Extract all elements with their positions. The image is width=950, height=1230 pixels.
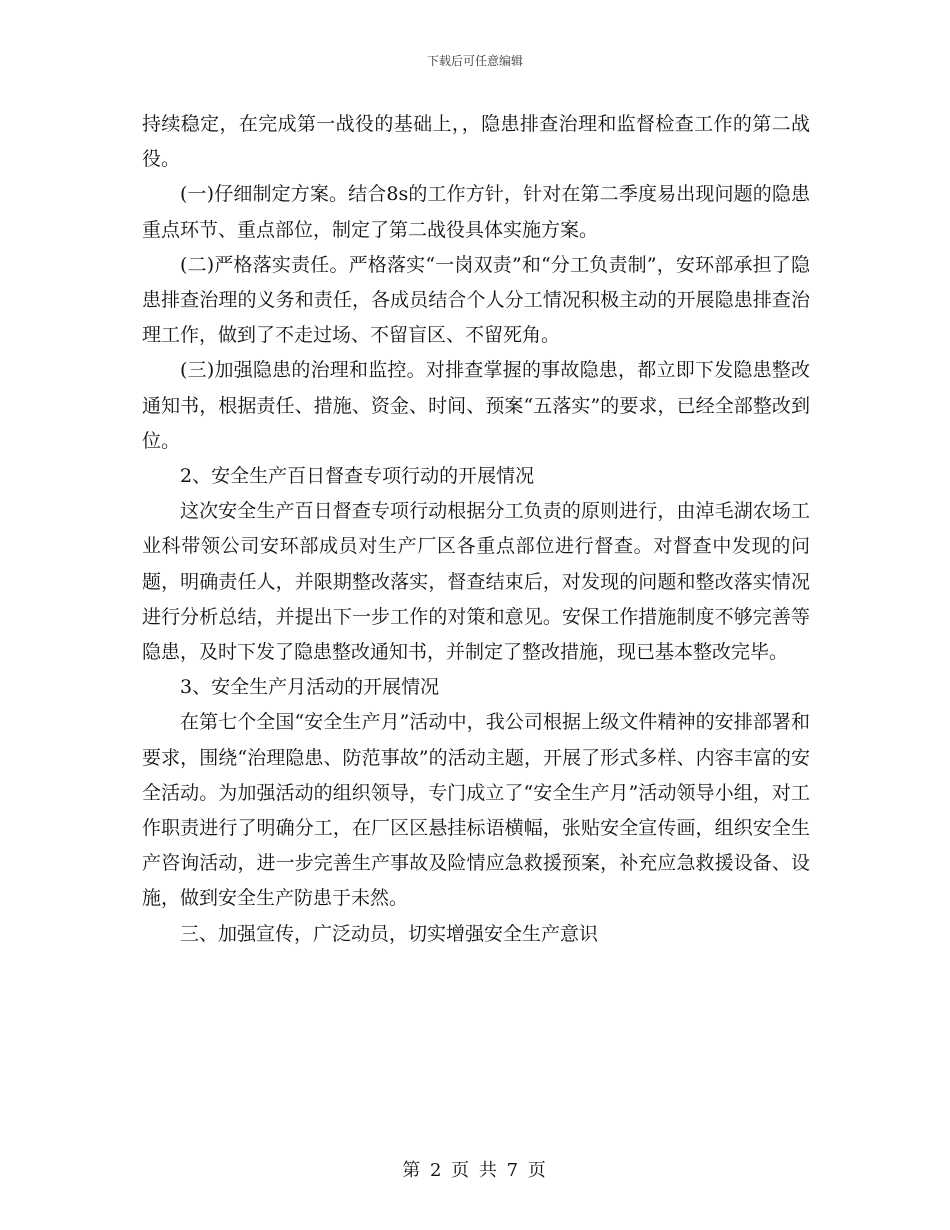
section-heading-3: 3、安全生产月活动的开展情况 bbox=[180, 676, 440, 699]
paragraph-2: (一)仔细制定方案。结合8s的工作方针，针对在第二季度易出现问题的隐患重点环节、重点部位，制定了第二战役具体实施方案。 bbox=[142, 183, 810, 241]
paragraph-3: (二)严格落实责任。严格落实“一岗双责”和“分工负责制”，安环部承担了隐患排查治理的义务和责任，各成员结合个人分工情况积极主动的开展隐患排查治理工作，做到了不走过场、不留盲区、不留死角。 bbox=[142, 253, 810, 347]
section-heading-three: 三、加强宣传，广泛动员，切实增强安全生产意识 bbox=[180, 922, 599, 945]
paragraph-5: 这次安全生产百日督查专项行动根据分工负责的原则进行，由淖毛湖农场工业科带领公司安环部成员对生产厂区各重点部位进行督查。对督查中发现的问题，明确责任人，并限期整改落实，督查结束后，对发现的问题和整改落实情况进行分析总结，并提出下一步工作的对策和意见。安保工作措施制度不够完善等隐患，及时下发了隐患整改通知书，并制定了整改措施，现已基本整改完毕。 bbox=[142, 500, 810, 664]
paragraph-1: 持续稳定，在完成第一战役的基础上，，隐患排查治理和监督检查工作的第二战役。 bbox=[142, 113, 810, 171]
document-body bbox=[142, 107, 810, 952]
section-heading-2: 2、安全生产百日督查专项行动的开展情况 bbox=[180, 465, 535, 488]
page-header: 下载后可任意编辑 bbox=[426, 54, 523, 68]
paragraph-4: (三)加强隐患的治理和监控。对排查掌握的事故隐患，都立即下发隐患整改通知书，根据责任、措施、资金、时间、预案“五落实”的要求，已经全部整改到位。 bbox=[142, 359, 810, 452]
page-footer: 第 2 页 共 7 页 bbox=[402, 1160, 548, 1181]
paragraph-6: 在第七个全国“安全生产月”活动中，我公司根据上级文件精神的安排部署和要求，围绕“治理隐患、防范事故”的活动主题，开展了形式多样、内容丰富的安全活动。为加强活动的组织领导，专门成立了“安全生产月”活动领导小组，对工作职责进行了明确分工，在厂区区悬挂标语横幅，张贴安全宣传画，组织安全生产咨询活动，进一步完善生产事故及险情应急救援预案，补充应急救援设备、设施，做到安全生产防患于未然。 bbox=[142, 711, 810, 910]
